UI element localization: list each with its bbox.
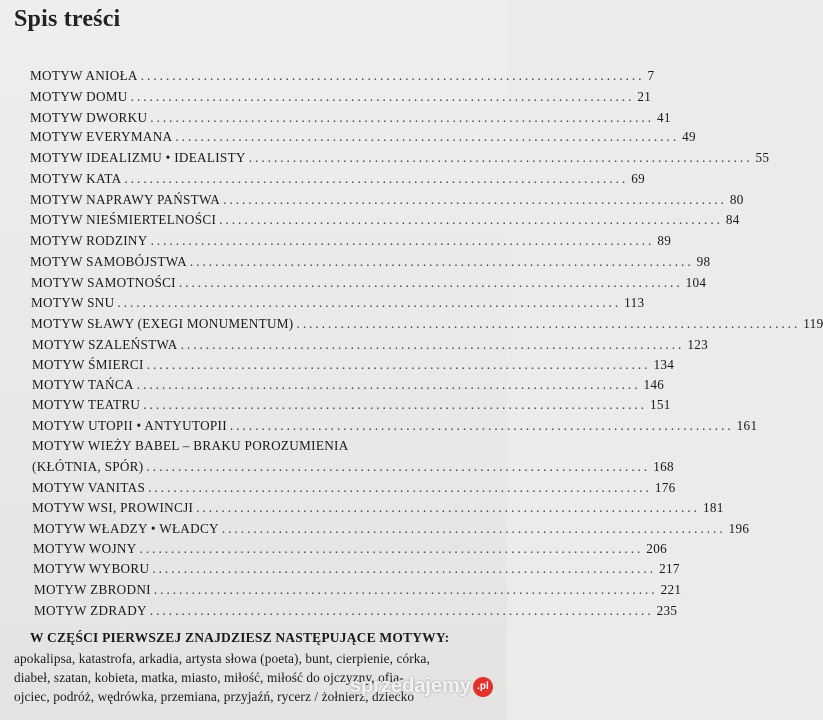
dot-leader: ................................................................................ — [223, 192, 727, 207]
toc-entry-label: MOTYW ANIOŁA — [30, 68, 138, 83]
toc-page-number: 119 — [803, 316, 823, 331]
toc-entry — [31, 275, 707, 291]
toc-entry-label: MOTYW EVERYMANA — [30, 129, 173, 144]
motif-line: ojciec, podróż, wędrówka, przemiana, przyjaźń, rycerz / żołnierz, dziecko — [14, 689, 415, 704]
toc-entry-label: (KŁÓTNIA, SPÓR) — [32, 459, 144, 474]
toc-entry — [32, 357, 675, 373]
toc-entry-label: MOTYW SAMOTNOŚCI — [31, 275, 176, 290]
toc-entry — [34, 603, 678, 619]
toc-entry-label: MOTYW WYBORU — [33, 561, 150, 576]
toc-entry-label: MOTYW UTOPII • ANTYUTOPII — [32, 418, 227, 433]
dot-leader: ................................................................................ — [130, 89, 635, 104]
motif-line: diabeł, szatan, kobieta, matka, miasto, miłość, miłość do ojczyzny, ofia- — [14, 670, 404, 685]
dot-leader: ................................................................................ — [248, 150, 753, 165]
dot-leader: ................................................................................ — [148, 480, 652, 495]
toc-entry — [32, 337, 709, 353]
toc-entry — [31, 295, 645, 311]
toc-entry-label: MOTYW DOMU — [30, 89, 128, 104]
toc-entry — [31, 316, 823, 332]
toc-entry — [32, 500, 724, 516]
toc-entry-label: MOTYW WSI, PROWINCJI — [32, 500, 194, 515]
toc-page-number: 221 — [660, 582, 682, 597]
dot-leader: ................................................................................ — [219, 212, 723, 227]
toc-entry-label: MOTYW NAPRAWY PAŃSTWA — [30, 192, 221, 207]
toc-entry — [32, 418, 758, 434]
dot-leader: ................................................................................ — [146, 459, 651, 474]
toc-page-number: 134 — [653, 357, 675, 372]
watermark-logo — [350, 675, 493, 698]
toc-entry — [32, 459, 674, 475]
dot-leader: ................................................................................ — [153, 582, 658, 597]
toc-page-number: 113 — [624, 295, 645, 310]
toc-entry — [32, 480, 676, 496]
toc-entry-label: MOTYW SŁAWY (EXEGI MONUMENTUM) — [31, 316, 294, 331]
toc-page-number: 49 — [682, 129, 696, 144]
toc-page-number: 235 — [656, 603, 678, 618]
toc-page-number: 206 — [646, 541, 667, 556]
toc-page-number: 161 — [736, 418, 758, 433]
toc-page-number: 146 — [643, 377, 665, 392]
toc-entry-label: MOTYW SNU — [31, 295, 115, 310]
dot-leader: ................................................................................ — [221, 521, 726, 536]
toc-page-number: 7 — [647, 68, 655, 83]
toc-entry-label: MOTYW IDEALIZMU • IDEALISTY — [30, 150, 246, 165]
toc-page-number: 69 — [631, 171, 645, 186]
dot-leader: ................................................................................ — [139, 541, 644, 556]
toc-entry-label: MOTYW ZDRADY — [34, 603, 147, 618]
toc-entry-label: MOTYW ZBRODNI — [34, 582, 151, 597]
toc-entry — [30, 129, 696, 145]
toc-entry-label: MOTYW WOJNY — [33, 541, 137, 556]
toc-page-number: 55 — [755, 150, 770, 165]
toc-page-number: 168 — [653, 459, 674, 474]
toc-page-number: 80 — [729, 192, 744, 207]
dot-leader: ................................................................................ — [196, 500, 700, 515]
toc-entry-label: MOTYW DWORKU — [30, 110, 148, 125]
dot-leader: ................................................................................ — [152, 561, 657, 576]
dot-leader: ................................................................................ — [178, 275, 683, 290]
toc-entry — [30, 89, 652, 105]
dot-leader: ................................................................................ — [124, 171, 629, 186]
toc-entry-label: MOTYW SZALEŃSTWA — [32, 337, 178, 352]
watermark-text: sprzedajemy — [349, 675, 471, 697]
toc-page-number: 151 — [650, 397, 671, 412]
toc-entry — [30, 192, 744, 208]
toc-entry-label: MOTYW WIEŻY BABEL – BRAKU POROZUMIENIA — [32, 438, 349, 453]
dot-leader: ................................................................................ — [150, 110, 655, 125]
toc-entry — [33, 541, 667, 557]
toc-entry — [33, 521, 750, 537]
toc-entry-label: MOTYW TEATRU — [32, 397, 141, 412]
dot-leader: ................................................................................ — [140, 68, 645, 83]
toc-page-number: 21 — [637, 89, 652, 104]
dot-leader: ................................................................................ — [296, 316, 801, 331]
section-heading: W CZĘŚCI PIERWSZEJ ZNAJDZIESZ NASTĘPUJĄCE MOTYWY: — [30, 630, 450, 645]
dot-leader: ................................................................................ — [150, 233, 655, 248]
toc-entry-label: MOTYW RODZINY — [30, 233, 148, 248]
toc-entry-label: MOTYW ŚMIERCI — [32, 357, 144, 372]
toc-entry-label: MOTYW KATA — [30, 171, 122, 186]
dot-leader: ................................................................................ — [189, 254, 694, 269]
toc-entry — [30, 68, 655, 84]
toc-entry — [30, 212, 740, 228]
toc-page-number: 196 — [728, 521, 750, 536]
toc-entry-label: MOTYW VANITAS — [32, 480, 146, 495]
page-title: Spis treści — [14, 6, 121, 32]
toc-entry — [30, 233, 672, 249]
dot-leader: ................................................................................ — [117, 295, 622, 310]
toc-page-number: 217 — [659, 561, 680, 576]
dot-leader: ................................................................................ — [146, 357, 651, 372]
toc-entry — [34, 582, 682, 598]
toc-page-number: 98 — [696, 254, 711, 269]
toc-entry — [32, 377, 665, 393]
toc-page-number: 104 — [685, 275, 707, 290]
toc-entry — [30, 254, 711, 270]
toc-entry — [33, 561, 680, 577]
dot-leader: ................................................................................ — [229, 418, 734, 433]
watermark-badge: .pl — [473, 677, 493, 697]
toc-entry — [32, 397, 671, 413]
toc-page-number: 89 — [657, 233, 672, 248]
dot-leader: ................................................................................ — [149, 603, 654, 618]
motif-line: apokalipsa, katastrofa, arkadia, artysta słowa (poeta), bunt, cierpienie, córka, — [14, 651, 430, 666]
dot-leader: ................................................................................ — [175, 129, 680, 144]
toc-entry-label: MOTYW SAMOBÓJSTWA — [30, 254, 187, 269]
toc-page-number: 181 — [702, 500, 724, 515]
toc-entry — [30, 110, 671, 126]
toc-entry — [30, 171, 645, 187]
toc-entry-label: MOTYW WŁADZY • WŁADCY — [33, 521, 219, 536]
toc-page-number: 41 — [657, 110, 671, 125]
dot-leader: ................................................................................ — [180, 337, 685, 352]
toc-entry — [30, 150, 770, 166]
dot-leader: ................................................................................ — [136, 377, 641, 392]
dot-leader: ................................................................................ — [143, 397, 647, 412]
toc-entry-label: MOTYW NIEŚMIERTELNOŚCI — [30, 212, 217, 227]
toc-page-number: 84 — [725, 212, 740, 227]
toc-page-number: 123 — [687, 337, 709, 352]
toc-entry-label: MOTYW TAŃCA — [32, 377, 134, 392]
toc-page-number: 176 — [654, 480, 676, 495]
